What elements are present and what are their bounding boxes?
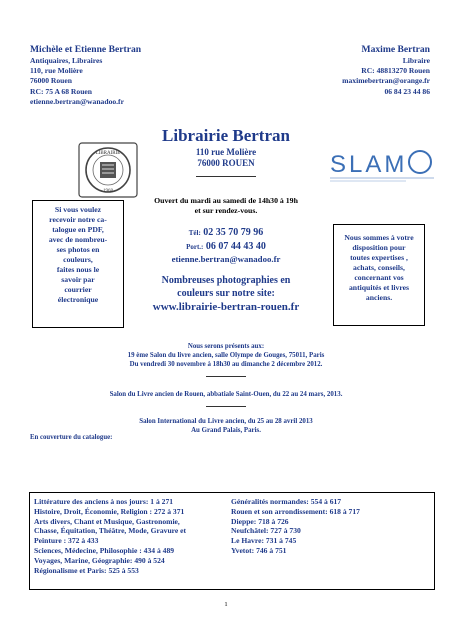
slam-logo-text: SLAM xyxy=(330,151,408,178)
events-block-grand-palais xyxy=(0,418,452,436)
coverage-item: Chasse, Équitation, Théâtre, Mode, Gravure et xyxy=(34,526,187,536)
box-line: faites nous le xyxy=(56,265,100,274)
box-line: concernant vos xyxy=(354,273,404,282)
left-line: RC: 75 A 68 Rouen xyxy=(30,86,93,96)
event-paris-salon: 19 ème Salon du livre ancien, salle Olympe de Gouges, 75011, Paris xyxy=(127,351,325,359)
coverage-left-column xyxy=(34,497,186,575)
coverage-right-column xyxy=(231,497,360,556)
left-contact-block xyxy=(30,44,141,107)
shop-email[interactable]: etienne.bertran@wanadoo.fr xyxy=(171,254,281,264)
events-block-paris xyxy=(0,343,452,369)
left-owner-name: Michèle et Etienne Bertran xyxy=(30,44,142,55)
box-line: courrier xyxy=(64,285,92,294)
seal-top-text: LIBRAIRIE xyxy=(95,151,121,156)
coverage-item: Arts divers, Chant et Musique, Gastronomie, xyxy=(34,516,180,526)
box-line: anciens. xyxy=(365,293,393,302)
box-line: savoir par xyxy=(61,275,95,284)
event-paris-dates: Du vendredi 30 novembre à 18h30 au dimanche 2 décembre 2012. xyxy=(129,360,323,368)
box-line: antiquités et livres xyxy=(348,283,410,292)
box-line: recevoir notre ca- xyxy=(49,215,107,224)
event-rouen: Salon du Livre ancien de Rouen, abbatiale Saint-Ouen, du 22 au 24 mars, 2013. xyxy=(109,391,343,398)
right-contact-block xyxy=(342,44,430,97)
event-grand-palais-venue: Au Grand Palais, Paris. xyxy=(191,426,261,434)
coverage-item: Dieppe: 718 à 726 xyxy=(231,516,289,526)
coverage-item: Yvetot: 746 à 751 xyxy=(231,545,287,555)
website-link[interactable]: www.librairie-bertran-rouen.fr xyxy=(152,301,300,313)
coverage-item: Régionalisme et Paris: 525 à 553 xyxy=(34,565,139,575)
expertise-text xyxy=(334,225,424,303)
coverage-item: Voyages, Marine, Géographie: 490 à 524 xyxy=(34,555,165,565)
pdf-catalogue-box xyxy=(32,200,124,328)
box-line: Nous sommes à votre xyxy=(344,233,414,242)
coverage-item: Généralités normandes: 554 à 617 xyxy=(231,497,342,506)
coverage-item: Sciences, Médecine, Philosophie : 434 à 489 xyxy=(34,545,175,555)
left-line: 76000 Rouen xyxy=(30,76,72,86)
coverage-item: Rouen et son arrondissement: 618 à 717 xyxy=(231,506,360,516)
opening-hours-note: et sur rendez-vous. xyxy=(194,206,258,215)
event-grand-palais-salon: Salon International du Livre ancien, du 25 au 28 avril 2013 xyxy=(139,418,313,425)
box-line: avec de nombreu- xyxy=(48,235,108,244)
box-line: électronique xyxy=(57,295,99,304)
coverage-item: Histoire, Droit, Économie, Religion : 272 à 371 xyxy=(34,506,185,516)
left-email[interactable]: etienne.bertran@wanadoo.fr xyxy=(30,96,124,106)
seal-bottom-text: 1968 xyxy=(103,189,113,194)
coverage-item: Littérature des anciens à nos jours: 1 à 271 xyxy=(34,497,174,506)
telephone-line xyxy=(128,226,324,240)
left-line: Antiquaires, Libraires xyxy=(30,56,103,65)
opening-hours: Ouvert du mardi au samedi de 14h30 à 19h xyxy=(154,196,298,205)
left-line: 110, rue Molière xyxy=(30,66,83,76)
mobile-number[interactable]: 06 07 44 43 40 xyxy=(205,241,266,252)
events-divider xyxy=(206,406,246,407)
right-email[interactable]: maximebertran@orange.fr xyxy=(342,76,430,86)
pdf-catalogue-text xyxy=(33,201,123,305)
shop-contact-column xyxy=(128,196,324,314)
title-divider xyxy=(196,176,256,177)
shop-address-street: 110 rue Molière xyxy=(195,147,257,157)
events-divider xyxy=(206,376,246,377)
box-line: couleurs, xyxy=(63,255,93,264)
slam-logo xyxy=(326,142,438,196)
tel-number[interactable]: 02 35 70 79 96 xyxy=(203,227,264,238)
box-line: achats, conseils, xyxy=(353,263,405,272)
shop-title: Librairie Bertran xyxy=(162,126,290,145)
box-line: disposition pour xyxy=(352,243,406,252)
coverage-item: Peinture : 372 à 433 xyxy=(34,536,99,546)
photos-note xyxy=(128,275,324,300)
coverage-item: Le Havre: 731 à 745 xyxy=(231,536,297,546)
shop-address-city: 76000 ROUEN xyxy=(197,158,255,168)
bookshop-seal-logo xyxy=(78,142,138,198)
box-line: toutes expertises , xyxy=(350,253,408,262)
expertise-box xyxy=(333,224,425,326)
tel-label: Tél: xyxy=(188,229,201,237)
right-line: Libraire xyxy=(402,56,430,65)
right-line: 06 84 23 44 86 xyxy=(384,86,430,96)
events-intro: Nous serons présents aux: xyxy=(187,343,265,350)
mobile-line xyxy=(128,240,324,254)
box-line: ses photos en xyxy=(56,245,100,254)
coverage-label: En couverture du catalogue: xyxy=(30,434,113,441)
box-line: Si vous voulez xyxy=(54,205,102,214)
box-line: talogue en PDF, xyxy=(52,225,104,234)
right-owner-name: Maxime Bertran xyxy=(361,44,430,55)
photos-note-line: couleurs sur notre site: xyxy=(177,287,275,299)
mobile-label: Port.: xyxy=(186,243,204,251)
page-number: 1 xyxy=(224,601,228,608)
right-line: RC: 48813270 Rouen xyxy=(361,66,430,76)
photos-note-line: Nombreuses photographies en xyxy=(161,275,291,286)
coverage-item: Neufchâtel: 727 à 730 xyxy=(231,526,301,536)
